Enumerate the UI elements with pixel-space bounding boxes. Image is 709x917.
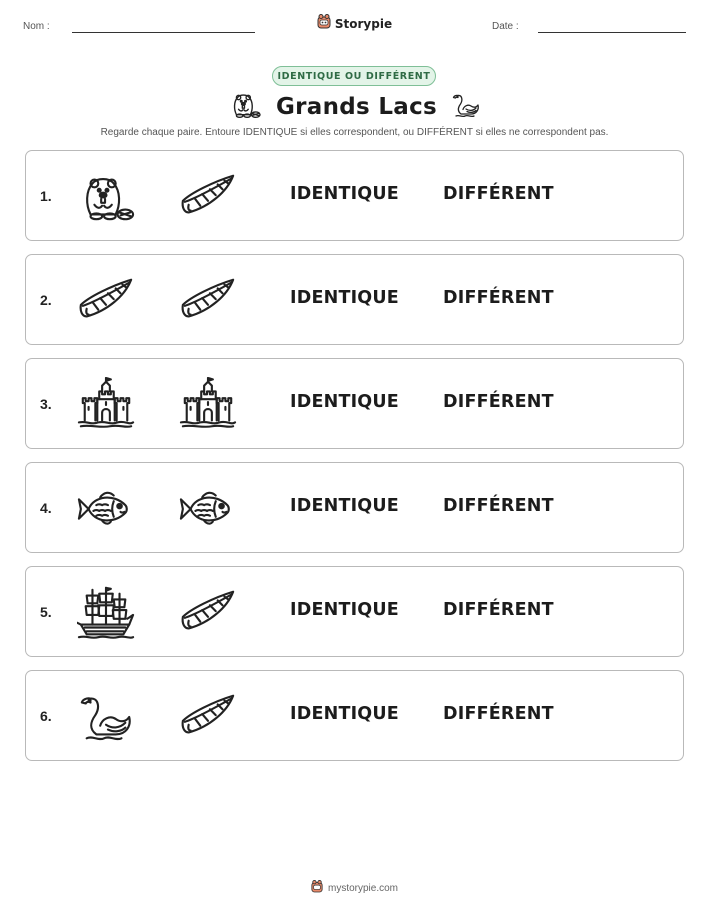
question-number: 4. <box>40 500 52 516</box>
castle-icon <box>77 377 135 433</box>
canoe-icon <box>179 273 237 329</box>
swan-icon <box>77 689 135 745</box>
identique-option[interactable]: IDENTIQUE <box>290 288 399 308</box>
question-row <box>25 566 684 657</box>
question-row <box>25 358 684 449</box>
identique-option[interactable]: IDENTIQUE <box>290 184 399 204</box>
canoe-icon <box>179 585 237 641</box>
swan-icon <box>451 90 481 125</box>
instructions: Regarde chaque paire. Entoure IDENTIQUE si elles correspondent, ou DIFFÉRENT si elles ne correspondent pas. <box>100 127 609 138</box>
question-row <box>25 150 684 241</box>
different-option[interactable]: DIFFÉRENT <box>443 496 554 516</box>
date-field-line[interactable] <box>538 32 686 33</box>
brand-header <box>0 13 709 34</box>
different-option[interactable]: DIFFÉRENT <box>443 288 554 308</box>
ship-icon <box>77 585 135 641</box>
identique-option[interactable]: IDENTIQUE <box>290 600 399 620</box>
brand-name: Storypie <box>334 16 393 31</box>
worksheet-title: Grands Lacs <box>275 94 438 120</box>
question-number: 1. <box>40 188 52 204</box>
canoe-icon <box>179 169 237 225</box>
name-label: Nom : <box>23 21 50 32</box>
identique-option[interactable]: IDENTIQUE <box>290 704 399 724</box>
question-number: 6. <box>40 708 52 724</box>
question-row <box>25 670 684 761</box>
different-option[interactable]: DIFFÉRENT <box>443 184 554 204</box>
beaver-icon <box>228 90 262 125</box>
different-option[interactable]: DIFFÉRENT <box>443 392 554 412</box>
castle-icon <box>179 377 237 433</box>
storypie-footer-logo-icon <box>311 879 323 898</box>
fish-icon <box>179 481 237 537</box>
identique-option[interactable]: IDENTIQUE <box>290 496 399 516</box>
date-label: Date : <box>492 21 519 32</box>
question-number: 3. <box>40 396 52 412</box>
fish-icon <box>77 481 135 537</box>
different-option[interactable]: DIFFÉRENT <box>443 704 554 724</box>
footer <box>0 879 709 898</box>
canoe-icon <box>77 273 135 329</box>
canoe-icon <box>179 689 237 745</box>
worksheet-type-badge: IDENTIQUE OU DIFFÉRENT <box>272 66 436 86</box>
beaver-icon <box>77 169 135 225</box>
identique-option[interactable]: IDENTIQUE <box>290 392 399 412</box>
storypie-logo-icon <box>317 13 331 34</box>
question-number: 2. <box>40 292 52 308</box>
title-row <box>0 90 709 124</box>
question-number: 5. <box>40 604 52 620</box>
footer-url: mystorypie.com <box>327 883 398 894</box>
question-row <box>25 462 684 553</box>
question-row <box>25 254 684 345</box>
different-option[interactable]: DIFFÉRENT <box>443 600 554 620</box>
